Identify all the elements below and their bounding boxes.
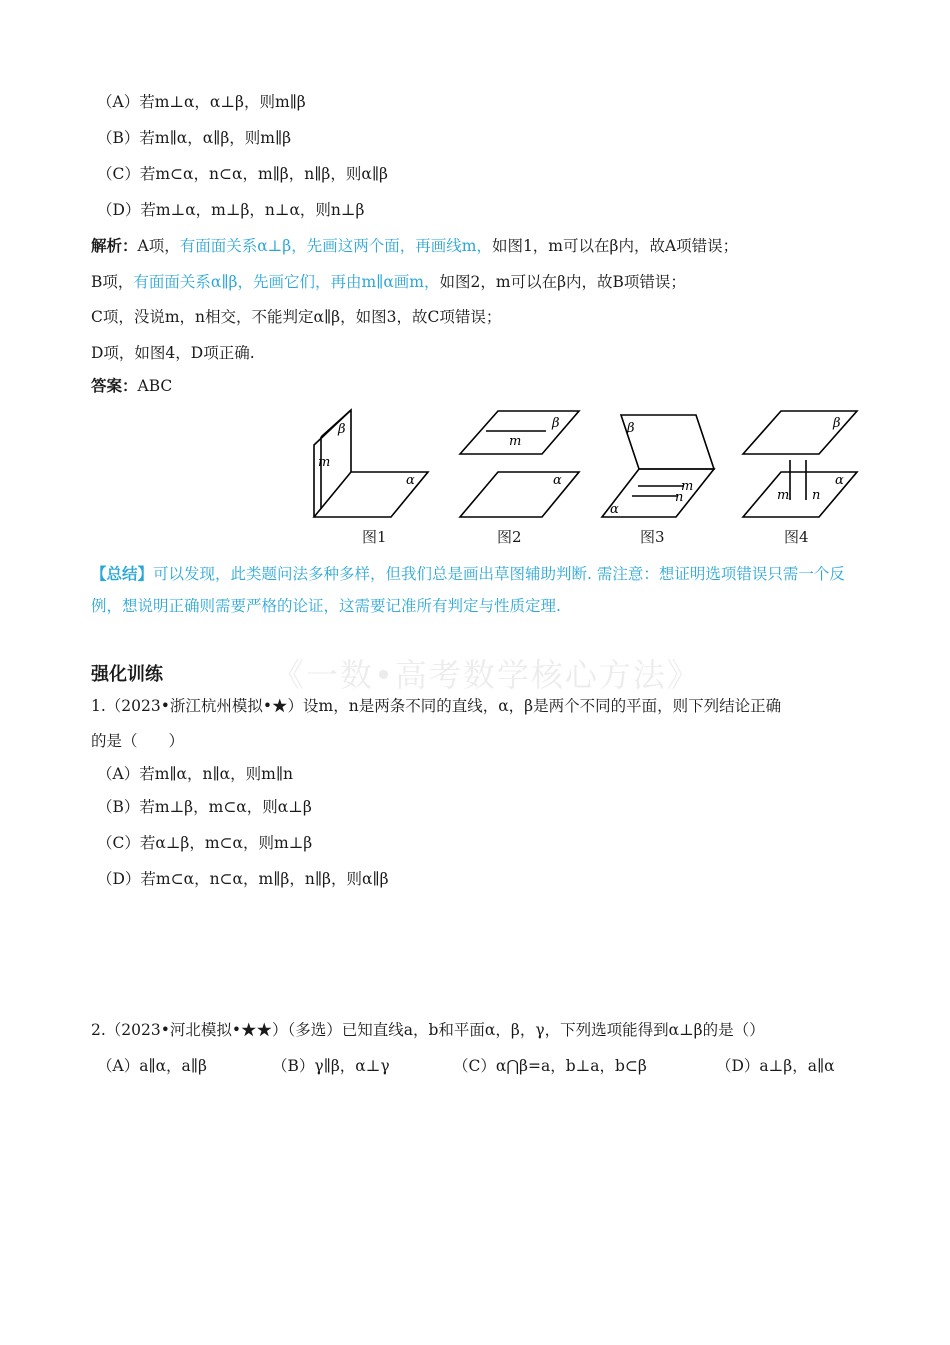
fig2-alpha-label: α <box>553 473 562 488</box>
figure-2-caption: 图2 <box>497 528 522 546</box>
figure-3 <box>602 415 714 517</box>
figure-4-caption: 图4 <box>784 528 809 546</box>
analysis-b-hint: 有面面关系α∥β，先画它们，再由m∥α画m， <box>133 273 440 291</box>
fig3-alpha-label: α <box>610 502 619 517</box>
fig1-m-label: m <box>318 455 331 470</box>
analysis-b-rest: 如图2，m可以在β内，故B项错误； <box>439 273 686 291</box>
fig3-beta-label: β <box>627 421 635 436</box>
fig3-n-label: n <box>675 490 684 505</box>
analysis-a-prefix: A项， <box>137 237 180 255</box>
fig4-n-label: n <box>812 488 821 503</box>
q2-option-a: （A）a∥α，a∥β <box>97 1057 207 1075</box>
q1-stem-line1: 1.（2023•浙江杭州模拟•★）设m，n是两条不同的直线，α，β是两个不同的平面，则下列结论正确 <box>91 697 782 715</box>
q1-option-b: （B）若m⊥β，m⊂α，则α⊥β <box>97 798 312 816</box>
figure-2 <box>460 411 579 517</box>
q2-option-d: （D）a⊥β，a∥α <box>716 1057 835 1075</box>
fig3-m-label: m <box>681 479 694 494</box>
analysis-line-c: C项，没说m，n相交，不能判定α∥β，如图3，故C项错误； <box>91 308 502 326</box>
figures-diagram <box>300 402 870 527</box>
answer-label: 答案： <box>91 377 138 395</box>
analysis-line-d: D项，如图4，D项正确. <box>91 344 255 362</box>
figure-1-caption: 图1 <box>362 528 387 546</box>
example-option-b: （B）若m∥α，α∥β，则m∥β <box>97 129 292 147</box>
q2-option-b: （B）γ∥β，α⊥γ <box>272 1057 390 1075</box>
section-title: 强化训练 <box>91 664 163 685</box>
fig2-beta-label: β <box>552 416 560 431</box>
example-option-a: （A）若m⊥α，α⊥β，则m∥β <box>97 93 306 111</box>
summary-text: 可以发现，此类题问法多种多样，但我们总是画出草图辅助判断. 需注意：想证明选项错误只需一个反例，想说明正确则需要严格的论证，这需要记准所有判定与性质定理. <box>91 565 845 615</box>
figure-1 <box>314 410 428 517</box>
fig4-beta-label: β <box>833 416 841 431</box>
figure-3-caption: 图3 <box>640 528 665 546</box>
analysis-b-prefix: B项， <box>91 273 134 291</box>
answer-value: ABC <box>137 377 173 395</box>
q1-option-c: （C）若α⊥β，m⊂α，则m⊥β <box>97 834 313 852</box>
analysis-line-b <box>91 272 686 292</box>
q2-stem: 2.（2023•河北模拟•★★）（多选）已知直线a，b和平面α，β，γ，下列选项能得到α⊥β的是（） <box>91 1021 765 1039</box>
fig4-m-label: m <box>777 488 790 503</box>
analysis-label: 解析： <box>91 237 138 255</box>
fig1-alpha-label: α <box>406 473 415 488</box>
fig1-beta-label: β <box>338 422 346 437</box>
q1-option-d: （D）若m⊂α，n⊂α，m∥β，n∥β，则α∥β <box>97 870 389 888</box>
analysis-line-a <box>91 236 738 256</box>
watermark: 《一数•高考数学核心方法》 <box>272 656 701 694</box>
example-option-d: （D）若m⊥α，m⊥β，n⊥α，则n⊥β <box>97 201 365 219</box>
answer-line <box>91 376 172 396</box>
q1-option-a: （A）若m∥α，n∥α，则m∥n <box>97 765 293 783</box>
fig2-m-label: m <box>509 434 522 449</box>
q1-stem-line2: 的是（ ） <box>91 732 185 750</box>
summary-block <box>91 558 861 622</box>
analysis-a-hint: 有面面关系α⊥β，先画这两个面，再画线m， <box>179 237 492 255</box>
analysis-a-rest: 如图1，m可以在β内，故A项错误； <box>491 237 739 255</box>
q2-option-c: （C）α⋂β=a，b⊥a，b⊂β <box>453 1057 647 1075</box>
example-option-c: （C）若m⊂α，n⊂α，m∥β，n∥β，则α∥β <box>97 165 388 183</box>
summary-tag: 【总结】 <box>91 565 154 583</box>
fig4-alpha-label: α <box>835 473 844 488</box>
